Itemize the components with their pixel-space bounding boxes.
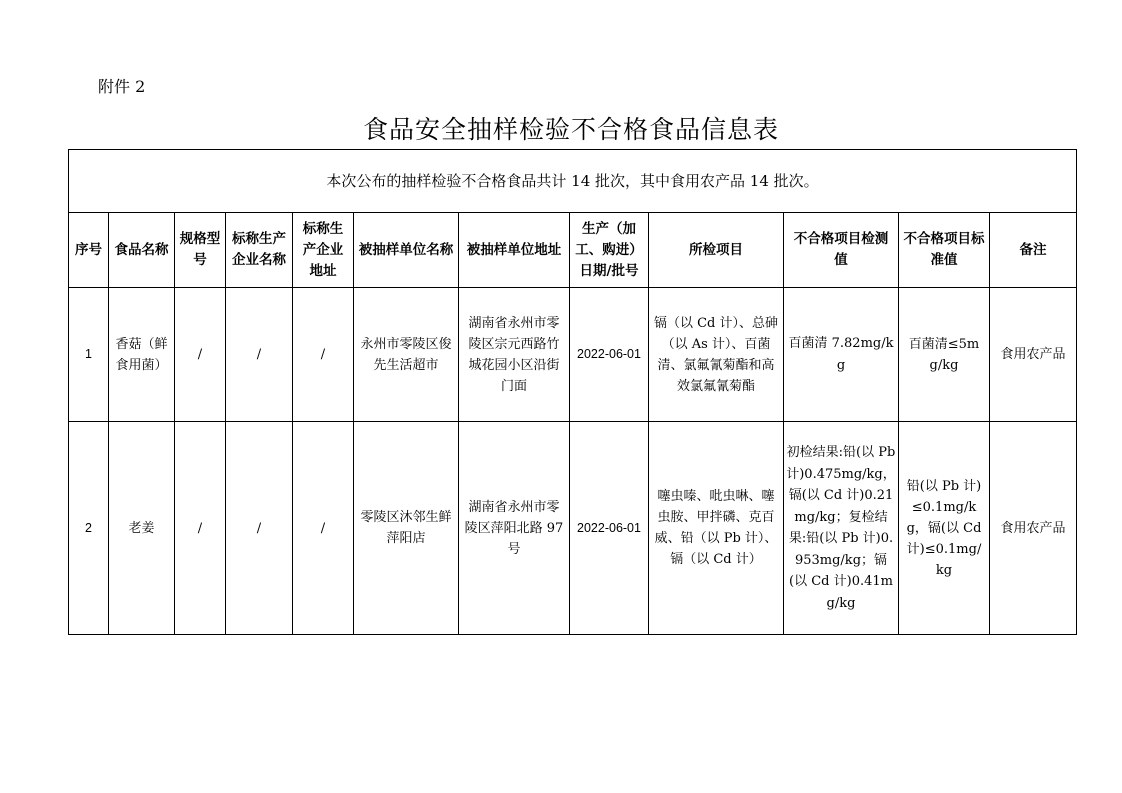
sampled-unit: 永州市零陵区俊先生活超市 <box>354 288 459 422</box>
remark: 食用农产品 <box>990 288 1077 422</box>
producer-name: / <box>226 422 293 635</box>
table-row <box>69 422 1077 635</box>
producer-name: / <box>226 288 293 422</box>
sampled-address: 湖南省永州市零陵区宗元西路竹城花园小区沿街门面 <box>459 288 570 422</box>
producer-address: / <box>293 288 354 422</box>
table-header-row <box>69 213 1077 288</box>
standard-value: 铅(以 Pb 计)≤0.1mg/kg，镉(以 Cd 计)≤0.1mg/kg <box>899 422 990 635</box>
unqualified-food-table <box>68 149 1077 635</box>
row-number: 1 <box>69 288 109 422</box>
test-value: 初检结果:铅(以 Pb 计)0.475mg/kg，镉(以 Cd 计)0.21mg/kg；复检结果:铅(以 Pb 计)0.953mg/kg；镉(以 Cd 计)0.41mg/kg <box>784 422 899 635</box>
column-header: 规格型号 <box>175 213 226 288</box>
column-header: 食品名称 <box>109 213 175 288</box>
spec: / <box>175 288 226 422</box>
column-header: 标称生产企业地址 <box>293 213 354 288</box>
food-name: 老姜 <box>109 422 175 635</box>
attachment-label: 附件 2 <box>98 77 146 96</box>
tested-items: 镉（以 Cd 计）、总砷（以 As 计）、百菌清、氯氟氰菊酯和高效氯氟氰菊酯 <box>649 288 784 422</box>
tested-items: 噻虫嗪、吡虫啉、噻虫胺、甲拌磷、克百威、铅（以 Pb 计）、镉（以 Cd 计） <box>649 422 784 635</box>
column-header: 备注 <box>990 213 1077 288</box>
sampled-address: 湖南省永州市零陵区萍阳北路 97 号 <box>459 422 570 635</box>
producer-address: / <box>293 422 354 635</box>
column-header: 被抽样单位名称 <box>354 213 459 288</box>
standard-value: 百菌清≤5mg/kg <box>899 288 990 422</box>
spec: / <box>175 422 226 635</box>
page-title: 食品安全抽样检验不合格食品信息表 <box>362 115 779 144</box>
column-header: 序号 <box>69 213 109 288</box>
column-header: 不合格项目检测值 <box>784 213 899 288</box>
summary-text: 本次公布的抽样检验不合格食品共计 14 批次，其中食用农产品 14 批次。 <box>69 150 1077 213</box>
food-name: 香菇（鲜食用菌） <box>109 288 175 422</box>
sampled-unit: 零陵区沐邻生鲜萍阳店 <box>354 422 459 635</box>
column-header: 生产（加工、购进）日期/批号 <box>570 213 649 288</box>
column-header: 被抽样单位地址 <box>459 213 570 288</box>
remark: 食用农产品 <box>990 422 1077 635</box>
column-header: 不合格项目标准值 <box>899 213 990 288</box>
column-header: 所检项目 <box>649 213 784 288</box>
column-header: 标称生产企业名称 <box>226 213 293 288</box>
production-date: 2022-06-01 <box>570 422 649 635</box>
production-date: 2022-06-01 <box>570 288 649 422</box>
test-value: 百菌清 7.82mg/kg <box>784 288 899 422</box>
row-number: 2 <box>69 422 109 635</box>
table-row <box>69 288 1077 422</box>
